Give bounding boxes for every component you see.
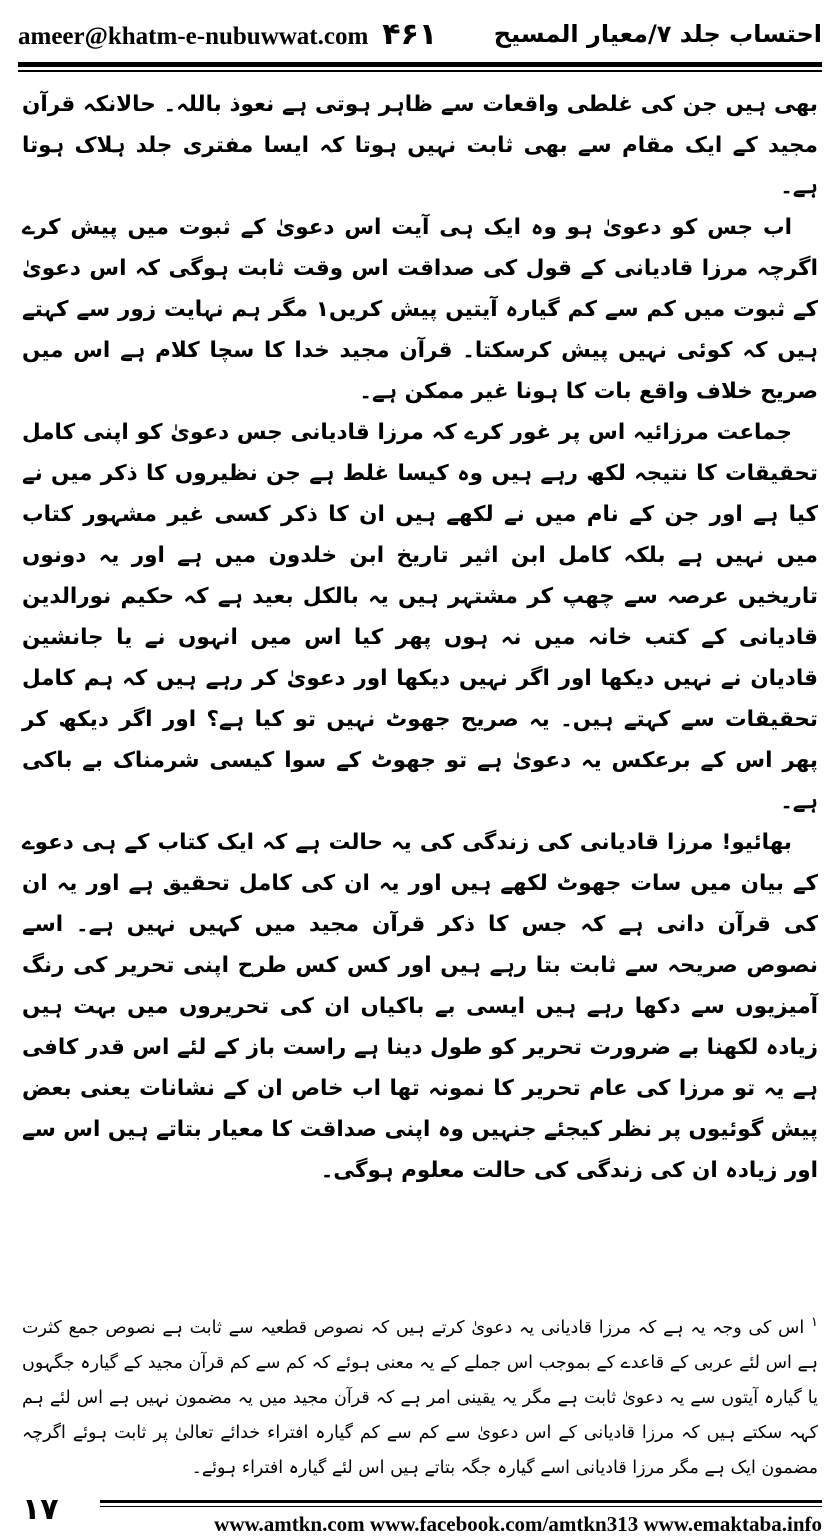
paragraph: جماعت مرزائیہ اس پر غور کرے کہ مرزا قادیانی جس دعویٰ کو اپنی کامل تحقیقات کا نتیجہ لکھ رہے ہیں وہ کیسا غلط ہے جن نظیروں کا ذکر میں نے کیا ہے اور جن کے نام میں نے لکھے ہیں ان کا ذکر کسی غیر مشہور کتاب میں نہیں ہے بلکہ کامل ابن اثیر تاریخ ابن خلدون میں ہے اور یہ دونوں تاریخیں عرصہ سے چھپ کر مشتہر ہیں یہ بالکل بعید ہے کہ حکیم نورالدین قادیانی کے کتب خانہ میں نہ ہوں پھر کیا اس میں انہوں نے یا جانشین قادیان نے نہیں دیکھا اور اگر نہیں دیکھا اور دعویٰ کر رہے ہیں کہ ہم کامل تحقیقات سے کہتے ہیں۔ یہ صریح جھوٹ نہیں تو کیا ہے؟ اور اگر دیکھ کر پھر اس کے برعکس یہ دعویٰ ہے تو جھوٹ کے سوا کیسی شرمناک بے باکی ہے۔ — [22, 420, 818, 814]
header-page-number: ۴۶۱ — [382, 16, 438, 52]
paragraph: بھائیو! مرزا قادیانی کی زندگی کی یہ حالت ہے کہ ایک کتاب کے ہی دعوے کے بیان میں سات جھوٹ لکھے ہیں اور یہ ان کی کامل تحقیق ہے اور یہ ان کی قرآن دانی ہے کہ جس کا ذکر قرآن مجید میں کہیں نہیں ہے۔ اسے نصوص صریحہ سے ثابت بتا رہے ہیں اور کس کس طرح اپنی تحریر کی رنگ آمیزیوں سے دکھا رہے ہیں ایسی بے باکیاں ان کی تحریروں میں بہت ہیں زیادہ لکھنا بے ضرورت تحریر کو طول دینا ہے راست باز کے لئے اس قدر کافی ہے یہ تو مرزا کی عام تحریر کا نمونہ تھا اب خاص ان کے نشانات یعنی بعض پیش گوئیوں پر نظر کیجئے جنہیں وہ اپنی صداقت کا معیار بتاتے ہیں اس سے اور زیادہ ان کی زندگی کی حالت معلوم ہوگی۔ — [22, 830, 818, 1183]
footer-rule — [100, 1500, 822, 1503]
footer-page-index: ۱۷ — [22, 1492, 59, 1527]
paragraph: اب جس کو دعویٰ ہو وہ ایک ہی آیت اس دعویٰ کے ثبوت میں پیش کرے اگرچہ مرزا قادیانی کے قول کی صداقت اس وقت ثابت ہوگی کہ اس دعویٰ کے ثبوت میں کم سے کم گیارہ آیتیں پیش کریں۱ مگر ہم نہایت زور سے کہتے ہیں کہ کوئی نہیں پیش کرسکتا۔ قرآن مجید خدا کا سچا کلام ہے اس میں صریح خلاف واقع بات کا ہونا غیر ممکن ہے۔ — [22, 215, 819, 404]
footnote-text: اس کی وجہ یہ ہے کہ مرزا قادیانی یہ دعویٰ کرتے ہیں کہ نصوص قطعیہ سے ثابت ہے نصوص جمع کثرت ہے اس لئے عربی کے قاعدے کے بموجب اس جملے کے یہ معنی ہوئے کہ کم سے کم قرآن مجید کے گیارہ جگہوں یا گیارہ آیتوں سے یہ دعویٰ ثابت ہے مگر یہ یقینی امر ہے کہ قرآن مجید میں یہ مضمون نہیں ہے اس لئے ہم کہہ سکتے ہیں کہ مرزا قادیانی کے اس دعویٰ سے کم سے کم گیارہ افتراء خدائے تعالیٰ پر ثابت ہوئے اگرچہ مضمون ایک ہے مگر مرزا قادیانی اسے گیارہ جگہ بتاتے ہیں اس لئے گیارہ افتراء ہوئے۔ — [22, 1317, 818, 1478]
footer-rule-thin — [100, 1506, 822, 1507]
page-header — [18, 8, 822, 60]
header-left — [18, 17, 437, 52]
header-email: ameer@khatm-e-nubuwwat.com — [18, 22, 369, 50]
footnote-section — [22, 1305, 818, 1486]
footnote-marker: ۱ — [811, 1315, 818, 1330]
header-rule — [18, 62, 822, 67]
header-book-title: احتساب جلد ۷/معیار المسیح — [493, 20, 822, 48]
page-footer — [0, 1488, 840, 1540]
paragraph: بھی ہیں جن کی غلطی واقعات سے ظاہر ہوتی ہے نعوذ باللہ۔ حالانکہ قرآن مجید کے ایک مقام سے بھی ثابت نہیں ہوتا کہ ایسا مفتری جلد ہلاک ہوتا ہے۔ — [22, 92, 818, 199]
header-rule-thin — [18, 70, 822, 72]
main-text — [22, 84, 818, 1191]
footer-links: www.amtkn.com www.facebook.com/amtkn313 www.emaktaba.info — [214, 1512, 822, 1536]
footnote — [22, 1305, 818, 1486]
